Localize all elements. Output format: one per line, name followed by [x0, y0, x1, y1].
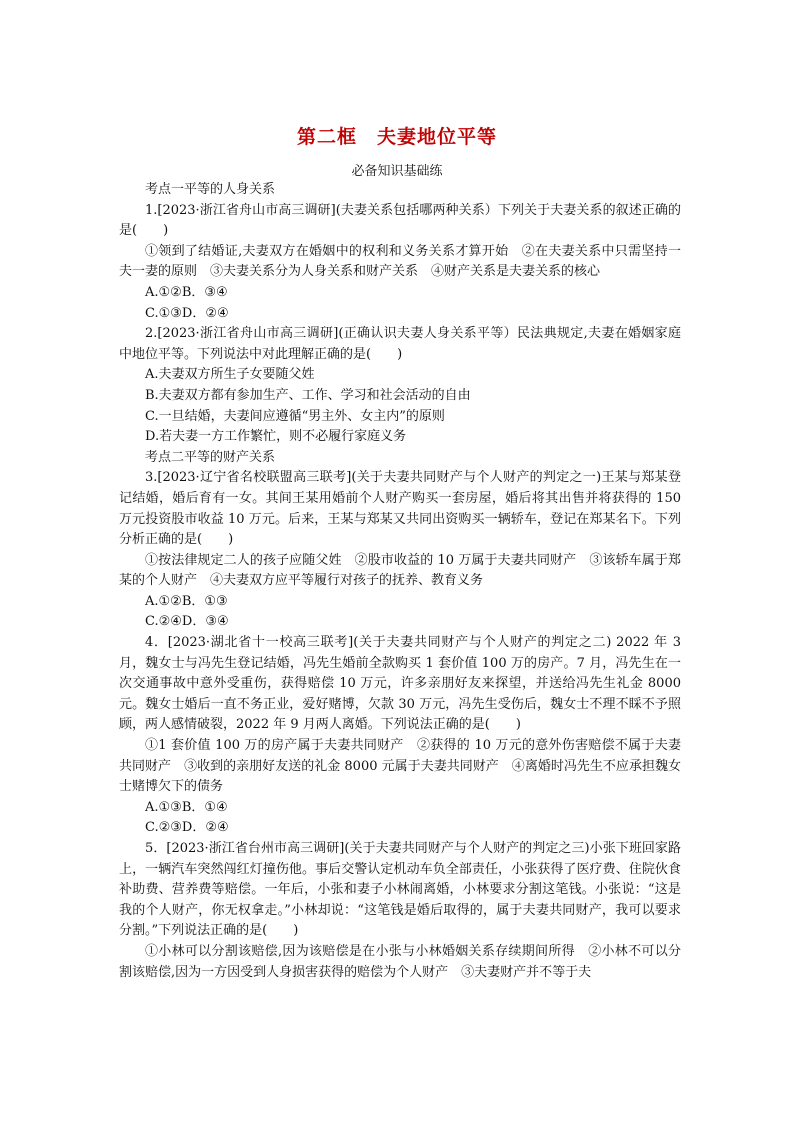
question-1-options-cd: C.①③D．②④: [145, 305, 229, 321]
question-3-options-ab: A.①②B．①③: [145, 593, 228, 609]
question-2-stem: 2.[2023·浙江省舟山市高三调研](正确认识夫妻人身关系平等）民法典规定,夫妻在婚姻家庭中地位平等。下列说法中对此理解正确的是( ): [119, 326, 681, 362]
question-4-options-ab: A.①③B．①④: [145, 799, 228, 815]
question-5-statements: ①小林可以分割该赔偿,因为该赔偿是在小张与小林婚姻关系存续期间所得 ②小林不可以分割该赔偿,因为一方因受到人身损害获得的赔偿为个人财产 ③夫妻财产并不等于夫: [119, 943, 681, 980]
document-body: [119, 180, 681, 983]
question-2-option-b: B.夫妻双方都有参加生产、工作、学习和社会活动的自由: [145, 387, 471, 403]
section-subtitle: 必备知识基础练: [351, 164, 443, 179]
question-3-statements: ①按法律规定二人的孩子应随父姓 ②股市收益的 10 万属于夫妻共同财产 ③该轿车属于郑某的个人财产 ④夫妻双方应平等履行对孩子的抚养、教育义务: [119, 552, 681, 589]
question-3-options-cd: C.②④D．③④: [145, 614, 229, 630]
topic-heading-2: 考点二平等的财产关系: [145, 449, 276, 465]
question-5-stem: 5．[2023·浙江省台州市高三调研](关于夫妻共同财产与个人财产的判定之三)小张下班回家路上，一辆汽车突然闯红灯撞伤他。事后交警认定机动车负全部责任，小张获得了医疗费、住院伙食补助费、营养费等赔偿。一年后，小张和妻子小林闹离婚，小林要求分割这笔钱。小张说：“这是我的个人财产，你无权拿走。”小林却说：“这笔钱是婚后取得的，属于夫妻共同财产，我可以要求分割。”下列说法正确的是( ): [119, 841, 681, 939]
question-4-statements: ①1 套价值 100 万的房产属于夫妻共同财产 ②获得的 10 万元的意外伤害赔偿不属于夫妻共同财产 ③收到的亲朋好友送的礼金 8000 元属于夫妻共同财产 ④离婚时冯先生不应承担魏女士赌博欠下的债务: [119, 738, 681, 795]
question-1-stem: 1.[2023·浙江省舟山市高三调研](夫妻关系包括哪两种关系）下列关于夫妻关系的叙述正确的是( ): [119, 202, 681, 239]
question-1-statements: ①领到了结婚证,夫妻双方在婚姻中的权利和义务关系才算开始 ②在夫妻关系中只需坚持一夫一妻的原则 ③夫妻关系分为人身关系和财产关系 ④财产关系是夫妻关系的核心: [119, 243, 681, 280]
topic-heading-1: 考点一平等的人身关系: [145, 182, 276, 197]
question-1-options-ab: A.①②B．③④: [145, 284, 228, 300]
question-2-option-a: A.夫妻双方所生子女要随父姓: [145, 367, 315, 383]
question-4-options-cd: C.②③D．②④: [145, 820, 229, 836]
question-3-stem: 3.[2023·辽宁省名校联盟高三联考](关于夫妻共同财产与个人财产的判定之一)王某与郑某登记结婚，婚后育有一女。其间王某用婚前个人财产购买一套房屋，婚后将其出售并将获得的 150 万元投资股市收益 10 万元。后来，王某与郑某又共同出资购买一辆轿车，登记在郑某名下。下列分析正确的是( ): [119, 470, 681, 548]
question-4-stem: 4．[2023·湖北省十一校高三联考](关于夫妻共同财产与个人财产的判定之二) 2022 年 3 月，魏女士与冯先生登记结婚，冯先生婚前全款购买 1 套价值 100 万的房产。7 月，冯先生在一次交通事故中意外受重伤，获得赔偿 10 万元，许多亲朋好友来探望，并送给冯先生礼金 8000 元。魏女士婚后一直不务正业，爱好赌博，欠款 30 万元，冯先生受伤后，魏女士不理不睬不予照顾，两人感情破裂，2022 年 9 月两人离婚。下列说法正确的是( ): [119, 635, 681, 733]
page-title: 第二框 夫妻地位平等: [296, 126, 497, 148]
question-2-option-c: C.一旦结婚，夫妻间应遵循“男主外、女主内”的原则: [145, 408, 445, 424]
question-2-option-d: D.若夫妻一方工作繁忙，则不必履行家庭义务: [145, 429, 407, 445]
